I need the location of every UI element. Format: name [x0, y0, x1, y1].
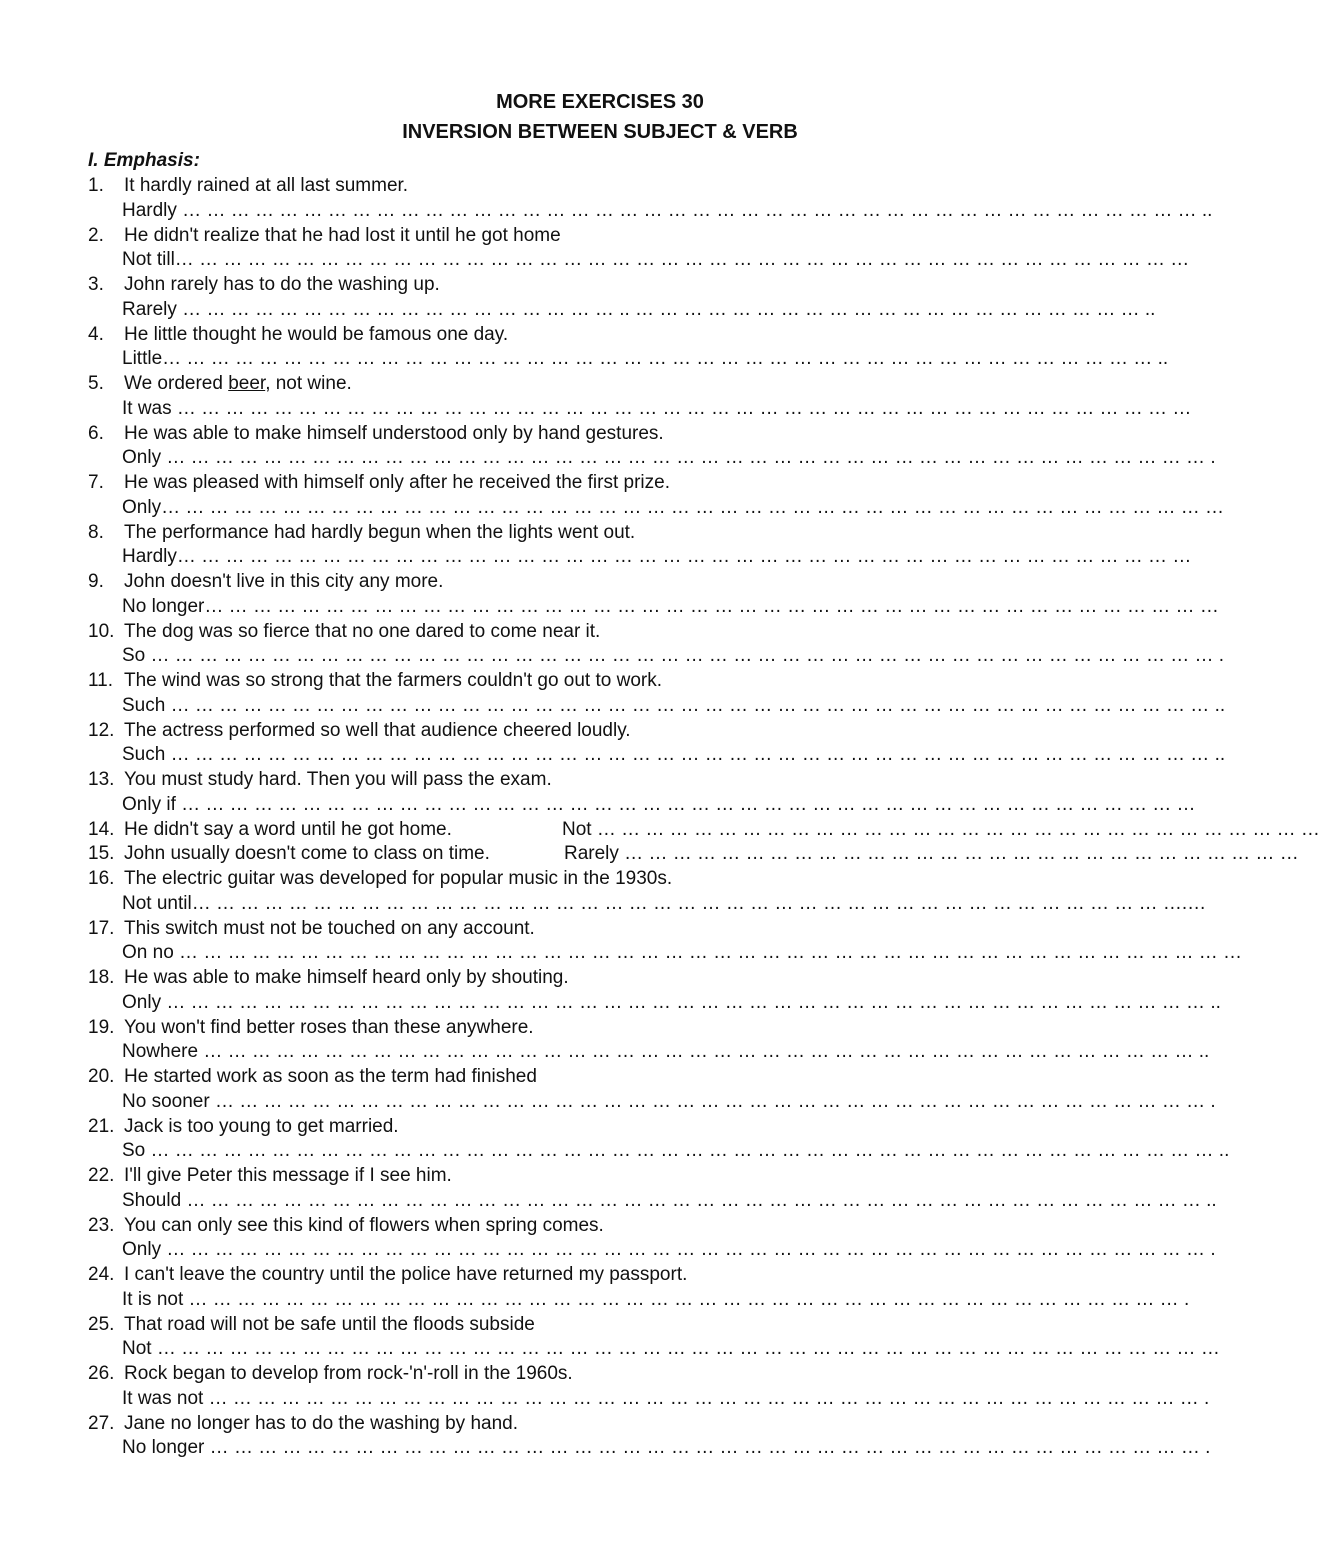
answer-blank[interactable]: Nowhere … … … … … … … … … … … … … … … … … … … … … … … … … … … … … … … … … … … … … … … … … ..	[122, 1041, 1210, 1063]
exercise-number: 3.	[88, 274, 104, 295]
exercise-number: 18.	[88, 967, 115, 989]
answer-blank[interactable]: Only … … … … … … … … … … … … … … … … … … … … … … … … … … … … … … … … … … … … … … … … … … … .	[122, 447, 1216, 468]
answer-blank[interactable]: Not … … … … … … … … … … … … … … … … … … … … … … … … … … … … … … … … … … … … … … … … … … … …	[122, 1338, 1220, 1360]
question-text: He little thought he would be famous one day.	[124, 323, 509, 345]
question-text: That road will not be safe until the floods subside	[124, 1313, 535, 1335]
answer-blank[interactable]: Not till… … … … … … … … … … … … … … … … … … … … … … … … … … … … … … … … … … … … … … … … … …	[122, 249, 1190, 270]
answer-blank[interactable]: No sooner … … … … … … … … … … … … … … … … … … … … … … … … … … … … … … … … … … … … … … … … … .	[122, 1090, 1216, 1112]
exercise-number: 26.	[88, 1363, 115, 1385]
exercise-number: 17.	[88, 917, 115, 939]
exercise-number: 9.	[88, 571, 104, 592]
answer-blank[interactable]: So … … … … … … … … … … … … … … … … … … … … … … … … … … … … … … … … … … … … … … … … … … … … ..	[122, 1140, 1230, 1162]
exercise-number: 4.	[88, 323, 104, 345]
answer-blank[interactable]: So … … … … … … … … … … … … … … … … … … … … … … … … … … … … … … … … … … … … … … … … … … … … .	[122, 645, 1225, 666]
exercise-number: 12.	[88, 719, 115, 741]
question-text: John doesn't live in this city any more.	[124, 571, 444, 592]
exercise-number: 19.	[88, 1016, 115, 1038]
page-subtitle: INVERSION BETWEEN SUBJECT & VERB	[402, 121, 798, 143]
exercise-number: 16.	[88, 868, 115, 890]
exercise-number: 7.	[88, 472, 104, 493]
answer-blank[interactable]: Should … … … … … … … … … … … … … … … … … … … … … … … … … … … … … … … … … … … … … … … … … … ..	[122, 1189, 1217, 1211]
answer-blank[interactable]: Rarely … … … … … … … … … … … … … … … … … … .. … … … … … … … … … … … … … … … … … … … … … ..	[122, 298, 1156, 320]
exercise-number: 6.	[88, 422, 104, 444]
exercise-number: 24.	[88, 1264, 115, 1286]
exercise-number: 10.	[88, 620, 115, 642]
question-text: I can't leave the country until the police have returned my passport.	[124, 1264, 688, 1286]
underlined-word: beer	[228, 373, 266, 394]
exercise-number: 14.	[88, 818, 115, 840]
answer-blank[interactable]: Little… … … … … … … … … … … … … … … … … … … … … … … … … … … … … … … … … … … … … … … … … ..	[122, 348, 1169, 369]
answer-blank[interactable]: Not … … … … … … … … … … … … … … … … … … … … … … … … … … … … … …	[562, 818, 1320, 840]
exercise-number: 23.	[88, 1214, 115, 1236]
question-text: You won't find better roses than these anywhere.	[124, 1016, 534, 1038]
exercise-number: 15.	[88, 843, 115, 865]
exercise-number: 2.	[88, 224, 104, 246]
answer-blank[interactable]: Only … … … … … … … … … … … … … … … … … … … … … … … … … … … … … … … … … … … … … … … … … … … ..	[122, 991, 1221, 1013]
question-text: Jack is too young to get married.	[124, 1115, 399, 1137]
question-text: The dog was so fierce that no one dared to come near it.	[124, 620, 601, 642]
question-text: The performance had hardly begun when the lights went out.	[124, 521, 636, 543]
exercise-number: 22.	[88, 1165, 115, 1187]
answer-blank[interactable]: It is not … … … … … … … … … … … … … … … … … … … … … … … … … … … … … … … … … … … … … … … … … .	[122, 1288, 1190, 1310]
question-text: He was pleased with himself only after he received the first prize.	[124, 472, 670, 493]
question-text: Jane no longer has to do the washing by hand.	[124, 1412, 519, 1434]
question-text-part: We ordered	[124, 373, 229, 394]
exercise-number: 21.	[88, 1115, 115, 1137]
answer-blank[interactable]: It was … … … … … … … … … … … … … … … … … … … … … … … … … … … … … … … … … … … … … … … … … …	[122, 397, 1192, 419]
question-text: He was able to make himself heard only by shouting.	[124, 967, 569, 989]
exercise-number: 13.	[88, 769, 115, 790]
answer-blank[interactable]: Hardly … … … … … … … … … … … … … … … … … … … … … … … … … … … … … … … … … … … … … … … … … … ..	[122, 199, 1213, 221]
exercise-number: 1.	[88, 175, 104, 196]
answer-blank[interactable]: Rarely … … … … … … … … … … … … … … … … … … … … … … … … … … … …	[564, 843, 1299, 865]
question-text: The electric guitar was developed for popular music in the 1930s.	[124, 868, 673, 890]
answer-blank[interactable]: Such … … … … … … … … … … … … … … … … … … … … … … … … … … … … … … … … … … … … … … … … … … … ..	[122, 694, 1226, 716]
question-text: You can only see this kind of flowers when spring comes.	[124, 1214, 604, 1236]
answer-blank[interactable]: Only … … … … … … … … … … … … … … … … … … … … … … … … … … … … … … … … … … … … … … … … … … … .	[122, 1239, 1216, 1261]
question-text: You must study hard. Then you will pass the exam.	[124, 769, 552, 790]
exercise-number: 11.	[88, 670, 114, 691]
question-text: John usually doesn't come to class on time.	[124, 843, 490, 865]
answer-blank[interactable]: No longer… … … … … … … … … … … … … … … … … … … … … … … … … … … … … … … … … … … … … … … … … …	[122, 595, 1219, 617]
question-text: John rarely has to do the washing up.	[124, 274, 440, 295]
question-text: The wind was so strong that the farmers couldn't go out to work.	[124, 670, 663, 691]
answer-blank[interactable]: No longer … … … … … … … … … … … … … … … … … … … … … … … … … … … … … … … … … … … … … … … … … .	[122, 1437, 1211, 1459]
question-text: Rock began to develop from rock-'n'-roll in the 1960s.	[124, 1363, 573, 1385]
question-text: He didn't say a word until he got home.	[124, 818, 452, 840]
answer-blank[interactable]: Such … … … … … … … … … … … … … … … … … … … … … … … … … … … … … … … … … … … … … … … … … … … ..	[122, 744, 1226, 765]
answer-blank[interactable]: On no … … … … … … … … … … … … … … … … … … … … … … … … … … … … … … … … … … … … … … … … … … … …	[122, 942, 1243, 964]
question-text: The actress performed so well that audience cheered loudly.	[124, 719, 631, 741]
page-title: MORE EXERCISES 30	[496, 91, 704, 113]
question-text: It hardly rained at all last summer.	[124, 175, 409, 196]
question-text: I'll give Peter this message if I see him.	[124, 1165, 452, 1187]
answer-blank[interactable]: It was not … … … … … … … … … … … … … … … … … … … … … … … … … … … … … … … … … … … … … … … … … .	[122, 1387, 1210, 1409]
question-text	[124, 372, 352, 396]
question-text-part: , not wine.	[265, 373, 352, 394]
answer-blank[interactable]: Hardly… … … … … … … … … … … … … … … … … … … … … … … … … … … … … … … … … … … … … … … … … …	[122, 546, 1192, 567]
exercise-number: 8.	[88, 521, 104, 543]
section-heading: I. Emphasis:	[88, 150, 200, 171]
exercise-number: 27.	[88, 1412, 115, 1434]
answer-blank[interactable]: Only… … … … … … … … … … … … … … … … … … … … … … … … … … … … … … … … … … … … … … … … … … … …	[122, 496, 1225, 518]
answer-blank[interactable]: Only if … … … … … … … … … … … … … … … … … … … … … … … … … … … … … … … … … … … … … … … … … …	[122, 793, 1196, 815]
question-text: He started work as soon as the term had finished	[124, 1066, 537, 1088]
answer-blank[interactable]: Not until… … … … … … … … … … … … … … … … … … … … … … … … … … … … … … … … … … … … … … … … ….…	[122, 892, 1207, 914]
exercise-number: 5.	[88, 373, 104, 394]
exercise-number: 20.	[88, 1066, 115, 1088]
question-text: He was able to make himself understood only by hand gestures.	[124, 422, 664, 444]
exercise-number: 25.	[88, 1313, 115, 1335]
question-text: This switch must not be touched on any account.	[124, 917, 535, 939]
question-text: He didn't realize that he had lost it until he got home	[124, 224, 561, 246]
